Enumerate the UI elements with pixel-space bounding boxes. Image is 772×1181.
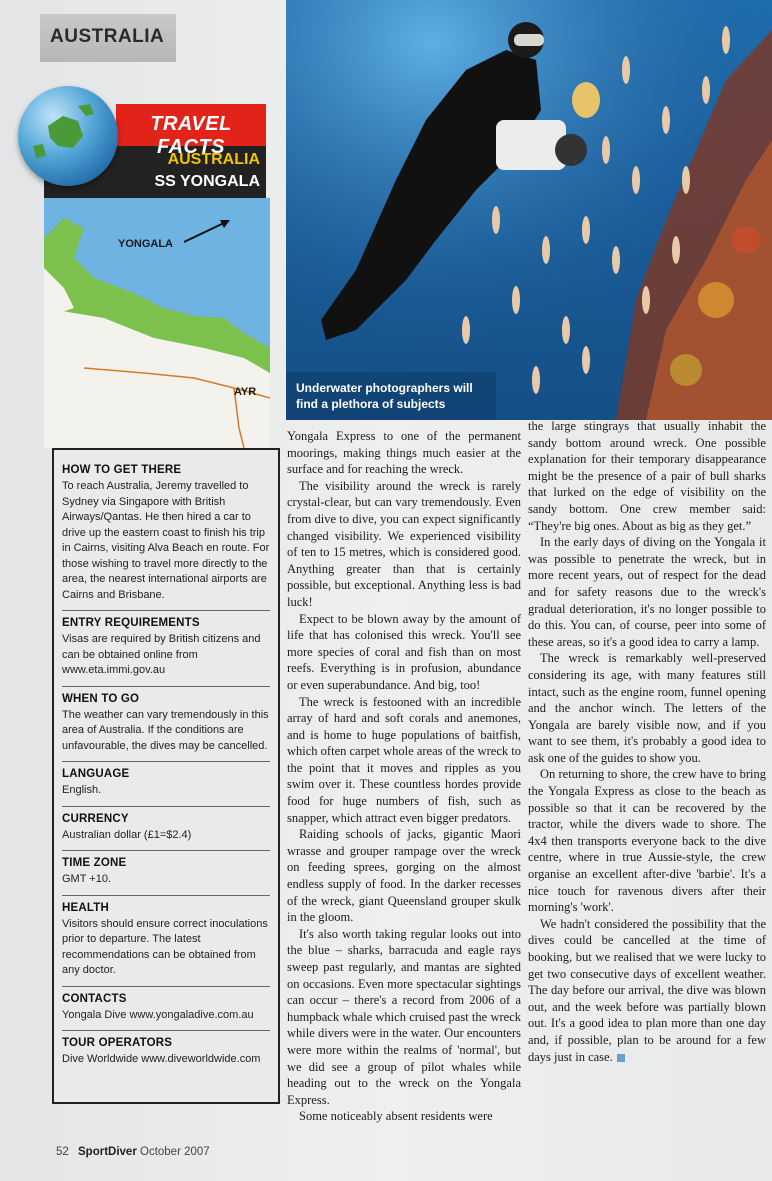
fact-heading: HEALTH (62, 901, 109, 914)
fact-heading: TOUR OPERATORS (62, 1037, 173, 1049)
section-label: AUSTRALIA (50, 26, 165, 47)
fact-heading: CURRENCY (62, 812, 129, 825)
article-paragraph: Some noticeably absent residents were (299, 1109, 493, 1124)
article-paragraph: the large stingrays that usually inhabit the sandy bottom around wreck. One possible explanation for their temporary disappearance might be the presence of a pair of bull sharks that lurked on the edge of visibility on the sandy bottom. One crew member said: “They're big ones. About as big as they get.” (528, 419, 766, 533)
fact-heading: HOW TO GET THERE (62, 464, 182, 476)
fact-time-zone (62, 857, 270, 896)
fact-heading: WHEN TO GO (62, 692, 140, 705)
article-paragraph: On returning to shore, the crew have to bring the Yongala Express as close to the beach as possible so that it can be recovered by the tractor, while the divers wade to shore. The 4x4 then transports everyone back to the dive centre, where in true Aussie-style, the crew organise an excellent after-dive 'barbie'. It's a nice touch for ravenous divers after their morning's 'work'. (528, 767, 766, 915)
fact-health (62, 902, 270, 987)
fact-text: The weather can vary tremendously in this area of Australia. If the conditions are unfavourable, the dives may be cancelled. (62, 708, 269, 752)
article-paragraph: The wreck is remarkably well-preserved considering its age, with many features still intact, such as the engine room, funnel opening and the anchor winch. The letters of the Yongala are barely visible now, and if you want to see them, it's probably a good idea to ask one of the guides to show you. (528, 651, 766, 765)
article-paragraph: Raiding schools of jacks, gigantic Maori wrasse and grouper rampage over the wreck on feeding sprees, gorging on the almost endless supply of food. In the darker recesses of the wreck, giant Queensland grouper skulk in the gloom. (287, 827, 521, 925)
article-paragraph: Yongala Express to one of the permanent moorings, making things much easier at the surface and for reaching the wreck. (287, 429, 521, 477)
fact-heading: CONTACTS (62, 992, 127, 1005)
diver-illustration (286, 0, 772, 420)
fact-text: English. (62, 784, 102, 796)
map-illustration (44, 198, 270, 448)
sidebar-title-country: AUSTRALIA (167, 151, 260, 168)
fact-text: To reach Australia, Jeremy travelled to Sydney via Singapore with British Airways/Qantas. He then hired a car to drive up the eastern coast to finish his trip in Cairns, visiting Alva Beach en route. For those wishing to travel more directly to the area, the nearest international airports are Cairns and Brisbane. (62, 480, 270, 601)
article-column-1 (287, 428, 521, 1125)
issue-date: October 2007 (140, 1146, 210, 1158)
travel-facts-label: TRAVEL FACTS (150, 113, 232, 158)
article-paragraph: In the early days of diving on the Yongala it was possible to penetrate the wreck, but in more recent years, out of respect for the dead and for safety reasons due to the wreck's gradual deterioration, it's no longer possible to do this. You can, of course, peer into some of these areas, so it's a good idea to carry a lamp. (528, 535, 766, 649)
fact-text: Dive Worldwide www.diveworldwide.com (62, 1053, 261, 1065)
sidebar-title-wreck: SS YONGALA (154, 173, 260, 190)
diver-photo (286, 0, 772, 420)
end-of-article-icon (617, 1054, 625, 1062)
article-paragraph: Expect to be blown away by the amount of life that has colonised this wreck. You'll see more species of coral and fish than on most reefs. Everything is in profusion, abundance or even superabundance. And big, too! (287, 611, 521, 692)
fact-heading: ENTRY REQUIREMENTS (62, 617, 200, 629)
fact-text: Visitors should ensure correct inoculations prior to departure. The latest recommendations can be obtained from any doctor. (62, 917, 268, 976)
globe-icon (18, 86, 118, 186)
article-paragraph-text: We hadn't considered the possibility that the dives could be cancelled at the time of booking, but we realised that we were lucky to get two consecutive days of excellent weather. The day before our arrival, the dive was blown out, and the week before was partially blown out. It's a good idea to plan more than one day and, if possible, plan to be around for a few days just in case. (528, 916, 766, 1064)
fact-how-to-get-there (62, 464, 270, 611)
fact-text: GMT +10. (62, 873, 112, 885)
article-paragraph: The visibility around the wreck is rarely crystal-clear, but can vary tremendously. Even from dive to dive, you can expect significantly changed visibility. We experienced visibility of ten to 15 metres, which is considered good. Anything greater than that is certainly possible, but exceptional. Anything less is bad luck! (287, 478, 521, 609)
section-tab (40, 14, 176, 62)
article-column-2 (528, 418, 766, 1065)
location-map (44, 198, 270, 448)
magazine-name: SportDiver (78, 1146, 137, 1158)
page-number: 52 (56, 1146, 69, 1158)
fact-heading: LANGUAGE (62, 768, 130, 780)
fact-contacts (62, 993, 270, 1032)
fact-when-to-go (62, 693, 270, 763)
fact-text: Yongala Dive www.yongaladive.com.au (62, 1008, 254, 1021)
fact-entry-requirements (62, 617, 270, 687)
article-paragraph (528, 916, 766, 1065)
map-label-yongala: YONGALA (118, 238, 173, 250)
fact-heading: TIME ZONE (62, 857, 127, 869)
fact-text: Visas are required by British citizens and can be obtained online from www.eta.immi.gov.au (62, 633, 261, 676)
travel-facts-badge (116, 104, 266, 158)
article-paragraph: The wreck is festooned with an incredible array of hard and soft corals and anemones, and is home to huge populations of baitfish, which often carpet whole areas of the wreck to the point that it moves and ripples as you swim over it. These countless hordes provide food for huge numbers of fish, such as snapper, which attract even bigger predators. (287, 694, 521, 825)
fact-tour-operators (62, 1037, 270, 1075)
photo-caption: Underwater photographers will find a plethora of subjects (296, 381, 473, 411)
page-footer (56, 1146, 210, 1158)
map-label-ayr: AYR (234, 386, 257, 398)
fact-text: Australian dollar (£1=$2.4) (62, 828, 192, 841)
fact-language (62, 768, 270, 807)
article-paragraph: It's also worth taking regular looks out into the blue – sharks, barracuda and eagle rays sweep past regularly, and mantas are sighted on occasions. Even more spectacular sightings can occur – there's a record from 2006 of a humpback whale which cruised past the wreck while divers were in the water. Our encounters were more within the realms of 'normal', but we did see a group of pilot whales while heading out to the wreck on the Yongala Express. (287, 926, 521, 1107)
travel-facts-list (52, 448, 280, 1104)
fact-currency (62, 813, 270, 852)
